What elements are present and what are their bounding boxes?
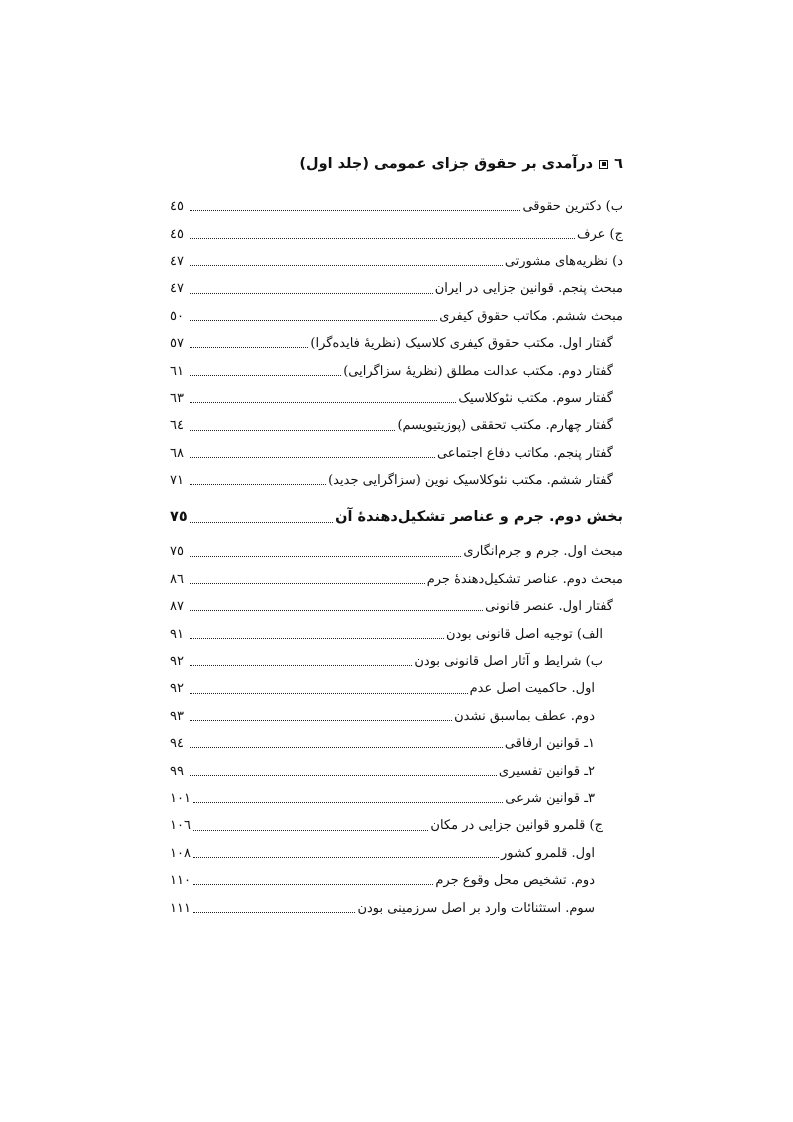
toc-entry-title: مبحث پنجم. قوانین جزایی در ایران	[434, 281, 623, 297]
dot-leader	[190, 747, 503, 748]
toc-entry-page: ٦١	[170, 363, 184, 379]
toc-entry	[170, 467, 623, 494]
toc-entry-page: ٩٢	[170, 681, 184, 697]
toc-entry-page: ٨٦	[170, 571, 184, 587]
page-number: ٦	[614, 156, 623, 172]
dot-leader	[190, 238, 575, 239]
toc-entry-page: ١١١	[170, 900, 191, 916]
toc-entry-title: گفتار ششم. مکتب نئوکلاسیک نوین (سزاگرایی جدید)	[328, 473, 613, 489]
toc-entry-page: ١٠٨	[170, 845, 191, 861]
toc-entry-page: ٨٧	[170, 599, 184, 615]
toc-entry-page: ٩٤	[170, 736, 184, 752]
toc-entry	[170, 538, 623, 565]
toc-entry-title: ٢ـ قوانین تفسیری	[498, 763, 595, 779]
toc-entry-page: ٧١	[170, 473, 184, 489]
book-title: درآمدی بر حقوق جزای عمومی (جلد اول)	[299, 156, 594, 172]
toc-entry-title: گفتار دوم. مکتب عدالت مطلق (نظریهٔ سزاگرایی)	[343, 363, 613, 379]
toc-entry-page: ١٠١	[170, 791, 191, 806]
toc-entry-title: ١ـ قوانین ارفاقی	[504, 736, 595, 752]
toc-entry-title: گفتار پنجم. مکاتب دفاع اجتماعی	[436, 445, 613, 461]
toc-entry	[170, 303, 623, 330]
toc-entry-page: ٤٧	[170, 281, 184, 297]
toc-entry-title: مبحث ششم. مکاتب حقوق کیفری	[439, 308, 623, 324]
dot-leader	[190, 693, 468, 694]
toc-section-heading	[170, 500, 623, 533]
toc-entry-title: گفتار چهارم. مکتب تحققی (پوزیتیویسم)	[397, 418, 613, 434]
toc-entry-page: ٥٧	[170, 336, 184, 352]
toc-entry	[170, 894, 623, 921]
toc-entry-page: ٦٨	[170, 445, 184, 461]
toc-entry	[170, 840, 623, 867]
toc-entry-title: مبحث اول. جرم و جرم‌انگاری	[463, 544, 623, 560]
toc-entry	[170, 675, 623, 702]
dot-leader	[190, 430, 395, 431]
toc-entry	[170, 412, 623, 439]
dot-leader	[193, 884, 433, 885]
dot-leader	[190, 375, 341, 376]
dot-leader	[190, 665, 412, 666]
toc-entry-title: سوم. استثنائات وارد بر اصل سرزمینی بودن	[357, 900, 595, 916]
toc-entry-page: ٥٠	[170, 308, 184, 324]
toc-entry-title: اول. حاکمیت اصل عدم	[469, 681, 595, 697]
toc-entry-title: اول. قلمرو کشور	[501, 845, 595, 861]
page-header	[170, 156, 623, 172]
toc-entry-page: ٩٣	[170, 708, 184, 724]
toc-entry-title: گفتار سوم. مکتب نئوکلاسیک	[458, 390, 613, 406]
toc-entry-page: ٦٤	[170, 418, 184, 434]
dot-leader	[190, 265, 503, 266]
toc-entry	[170, 867, 623, 894]
dot-leader	[190, 638, 444, 639]
toc-entry-title: ب) شرایط و آثار اصل قانونی بودن	[414, 654, 603, 670]
toc-entry-title: دوم. عطف بماسبق نشدن	[454, 708, 595, 724]
toc-entry-title: ج) قلمرو قوانین جزایی در مکان	[430, 818, 603, 834]
toc-entry-page: ١٠٦	[170, 818, 191, 834]
toc-entry-page: ٧٥	[170, 508, 188, 525]
toc-entry	[170, 566, 623, 593]
dot-leader	[193, 830, 428, 831]
dot-leader	[190, 210, 520, 211]
toc-entry-title: د) نظریه‌های مشورتی	[504, 253, 623, 269]
toc-entry-title: الف) توجیه اصل قانونی بودن	[445, 626, 603, 642]
toc-entry-page: ٧٥	[170, 544, 184, 560]
square-bullet-icon	[599, 160, 608, 169]
toc-entry	[170, 620, 623, 647]
toc-entry	[170, 248, 623, 275]
toc-entry-page: ٩٢	[170, 654, 184, 670]
dot-leader	[190, 775, 497, 776]
toc-entry-page: ٦٣	[170, 390, 184, 406]
toc-entry-page: ٩١	[170, 626, 184, 642]
toc-entry	[170, 193, 623, 220]
toc-entry-page: ١١٠	[170, 873, 191, 889]
toc-entry	[170, 757, 623, 784]
dot-leader	[190, 484, 326, 485]
toc-entry-title: ب) دکترین حقوقی	[522, 199, 623, 215]
toc-entry	[170, 275, 623, 302]
toc-entry-title: دوم. تشخیص محل وقوع جرم	[435, 873, 595, 889]
dot-leader	[190, 320, 437, 321]
toc-entry-page: ٤٥	[170, 226, 184, 242]
table-of-contents	[170, 193, 623, 922]
dot-leader	[190, 347, 308, 348]
dot-leader	[190, 583, 425, 584]
toc-entry	[170, 220, 623, 247]
toc-entry-title: گفتار اول. مکتب حقوق کیفری کلاسیک (نظریهٔ فایده‌گرا)	[310, 336, 613, 352]
toc-entry	[170, 330, 623, 357]
toc-entry-title: ٣ـ قوانین شرعی	[505, 791, 595, 806]
dot-leader	[190, 293, 433, 294]
toc-entry-title: گفتار اول. عنصر قانونی	[485, 599, 613, 615]
toc-entry	[170, 385, 623, 412]
toc-entry-page: ٤٧	[170, 253, 184, 269]
toc-entry	[170, 785, 623, 812]
dot-leader	[190, 457, 435, 458]
dot-leader	[190, 522, 333, 523]
dot-leader	[193, 912, 356, 913]
dot-leader	[193, 857, 499, 858]
toc-entry-title: ج) عرف	[576, 226, 623, 242]
toc-entry-title: مبحث دوم. عناصر تشکیل‌دهندهٔ جرم	[426, 571, 623, 587]
toc-entry	[170, 703, 623, 730]
toc-entry-title: بخش دوم. جرم و عناصر تشکیل‌دهندهٔ آن	[335, 508, 623, 525]
toc-entry	[170, 440, 623, 467]
toc-entry	[170, 812, 623, 839]
toc-entry	[170, 730, 623, 757]
toc-entry	[170, 357, 623, 384]
toc-entry	[170, 593, 623, 620]
dot-leader	[193, 802, 503, 803]
dot-leader	[190, 610, 483, 611]
dot-leader	[190, 556, 461, 557]
toc-entry-page: ٩٩	[170, 763, 184, 779]
dot-leader	[190, 402, 456, 403]
toc-entry-page: ٤٥	[170, 199, 184, 215]
dot-leader	[190, 720, 452, 721]
toc-entry	[170, 648, 623, 675]
